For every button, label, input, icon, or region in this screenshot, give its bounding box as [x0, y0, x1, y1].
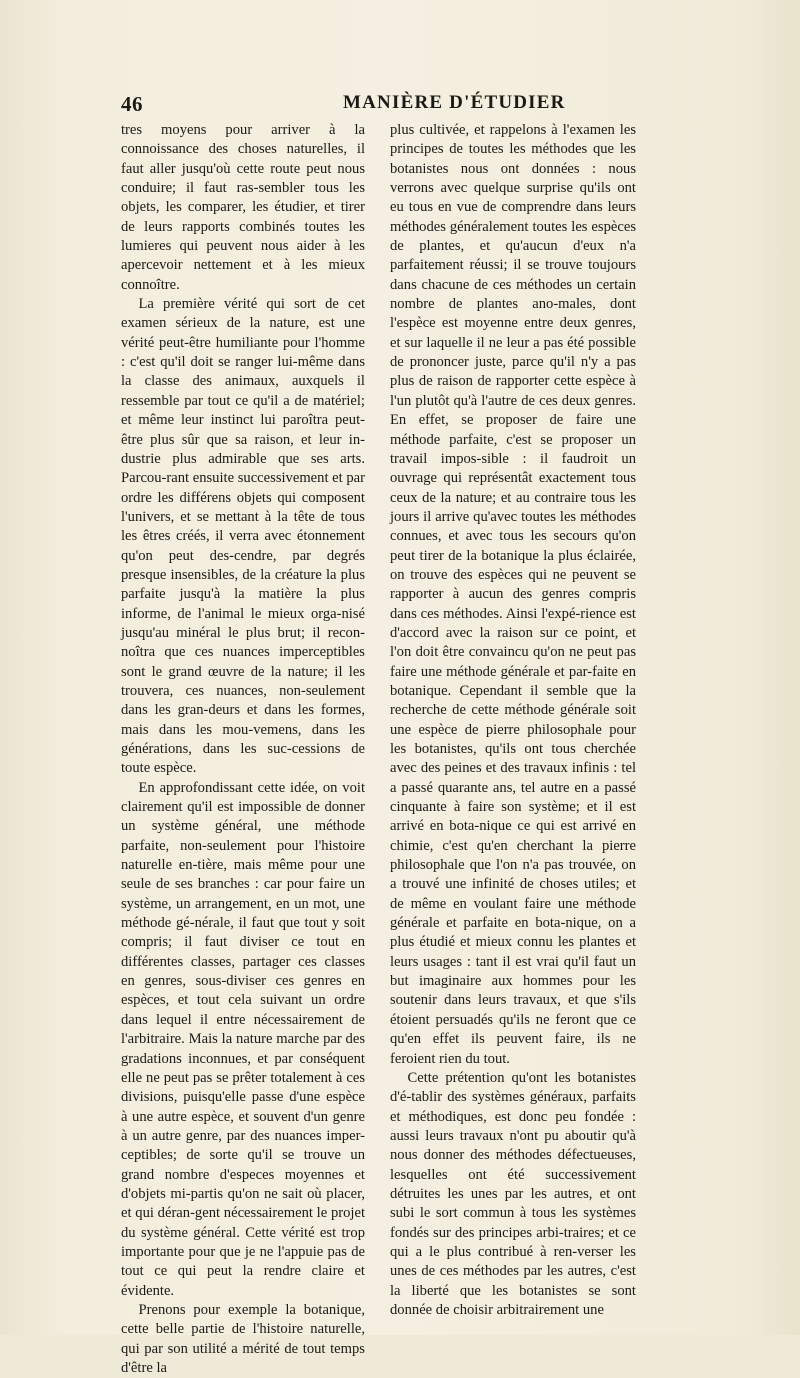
paragraph: La première vérité qui sort de cet examen sérieux de la nature, est une vérité peut-être humiliante pour l'homme : c'est qu'il doit se ranger lui-même dans la classe des animaux, auxquels il ressemble par tout ce qu'il a de matériel; et même leur instinct lui paroîtra peut-être plus sûr que sa raison, et leur in-dustrie plus admirable que ses arts. Parcou-rant ensuite successivement et par ordre les différens objets qui composent l'univers, et se mettant à la tête de tous les êtres créés, il verra avec étonnement qu'on peut des-cendre, par degrés presque insensibles, de la créature la plus parfaite jusqu'à la matière la plus informe, de l'animal le mieux orga-nisé jusqu'au minéral le plus brut; il recon-noîtra que ces nuances imperceptibles sont le grand œuvre de la nature; il les trouvera, ces nuances, non-seulement dans les gran-deurs et dans les formes, mais dans les mou-vemens, dans les générations, dans les suc-cessions de toute espèce.: [121, 296, 365, 777]
paragraph: plus cultivée, et rappelons à l'examen les principes de toutes les méthodes que les botanistes nous ont données : nous verrons avec quelque surprise qu'ils ont eu tous en vue de comprendre dans leurs méthodes généralement toutes les espèces de plantes, et qu'aucun d'eux n'a parfaitement réussi; il se trouve toujours dans chacune de ces méthodes un certain nombre de plantes ano-males, dont l'espèce est moyenne entre deux genres, et sur laquelle il ne leur a pas été possible de prononcer juste, parce qu'il n'y a pas plus de raison de rapporter cette espèce à l'un plutôt qu'à l'autre de ces deux genres. En effet, se proposer de faire une méthode parfaite, c'est se proposer un travail impos-sible : il faudroit un ouvrage qui représentât exactement tous ceux de la nature; et au contraire tous les jours il arrive qu'avec toutes les méthodes connues, et avec tous les secours qu'on peut tirer de la botanique la plus éclairée, on trouve des espèces qui ne peuvent se rapporter à aucun des genres compris dans ces méthodes. Ainsi l'expé-rience est d'accord avec la raison sur ce point, et l'on doit être convaincu qu'on ne peut pas faire une méthode générale et par-faite en botanique. Cependant il semble que la recherche de cette méthode générale soit une espèce de pierre philosophale pour les botanistes, qu'ils ont tous cherchée avec des peines et des travaux infinis : tel a passé quarante ans, tel autre en a passé cinquante à faire son système; et il est arrivé en bota-nique ce qui est arrivé en chimie, c'est qu'en cherchant la pierre philosophale que l'on n'a pas trouvée, on a trouvé une infinité de choses utiles; et de même en voulant faire une méthode générale et parfaite en bota-nique, on a plus étudié et mieux connu les plantes et leurs usages : tant il est vrai qu'il faut un but imaginaire aux hommes pour les soutenir dans leurs travaux, et que s'ils étoient persuadés qu'ils ne feront que ce qu'en effet ils peuvent faire, ils ne feroient rien du tout.: [390, 122, 636, 1067]
paragraph: En approfondissant cette idée, on voit clairement qu'il est impossible de donner un système général, une méthode parfaite, non-seulement pour l'histoire naturelle en-tière, mais même pour une seule de ses branches : car pour faire un système, un arrangement, en un mot, une méthode gé-nérale, il faut que tout y soit compris; il faut diviser ce tout en différentes classes, partager ces classes en genres, sous-diviser ces genres en espèces, et tout cela suivant un ordre dans lequel il entre nécessairement de l'arbitraire. Mais la nature marche par des gradations inconnues, et par conséquent elle ne peut pas se prêter totalement à ces divisions, puisqu'elle passe d'une espèce à une autre espèce, et souvent d'un genre à un autre genre, par des nuances imper-ceptibles; de sorte qu'il se trouve un grand nombre d'especes moyennes et d'objets mi-partis qu'on ne sait où placer, et qui déran-gent nécessairement le projet du système général. Cette vérité est trop importante pour que je ne l'appuie pas de tout ce qui peut la rendre claire et évidente.: [121, 779, 365, 1299]
running-title: MANIÈRE D'ÉTUDIER: [343, 92, 566, 113]
left-column: [121, 121, 365, 1378]
paragraph: Cette prétention qu'ont les botanistes d'é-tablir des systèmes généraux, parfaits et méthodiques, est donc peu fondée : aussi leurs travaux n'ont pu aboutir qu'à nous donner des méthodes défectueuses, lesquelles ont été successivement détruites les unes par les autres, et ont subi le sort commun à tous les systèmes fondés sur des principes arbi-traires; et ce qui a le plus contribué à ren-verser les unes de ces méthodes par les autres, c'est la liberté que les botanistes se sont donnée de choisir arbitrairement une: [390, 1069, 636, 1318]
paragraph: Prenons pour exemple la botanique, cette belle partie de l'histoire naturelle, qui par son utilité a mérité de tout temps d'être la: [121, 1301, 365, 1376]
page-header: [121, 92, 631, 118]
right-column: [390, 121, 636, 1320]
paragraph: tres moyens pour arriver à la connoissance des choses naturelles, il faut aller jusqu'où cette route peut nous conduire; il faut ras-sembler tous les objets, les comparer, les étudier, et tirer de leurs rapports combinés toutes les lumieres qui peuvent nous aider à les apercevoir nettement et à les mieux connoître.: [121, 122, 365, 293]
page-number: 46: [121, 92, 143, 116]
